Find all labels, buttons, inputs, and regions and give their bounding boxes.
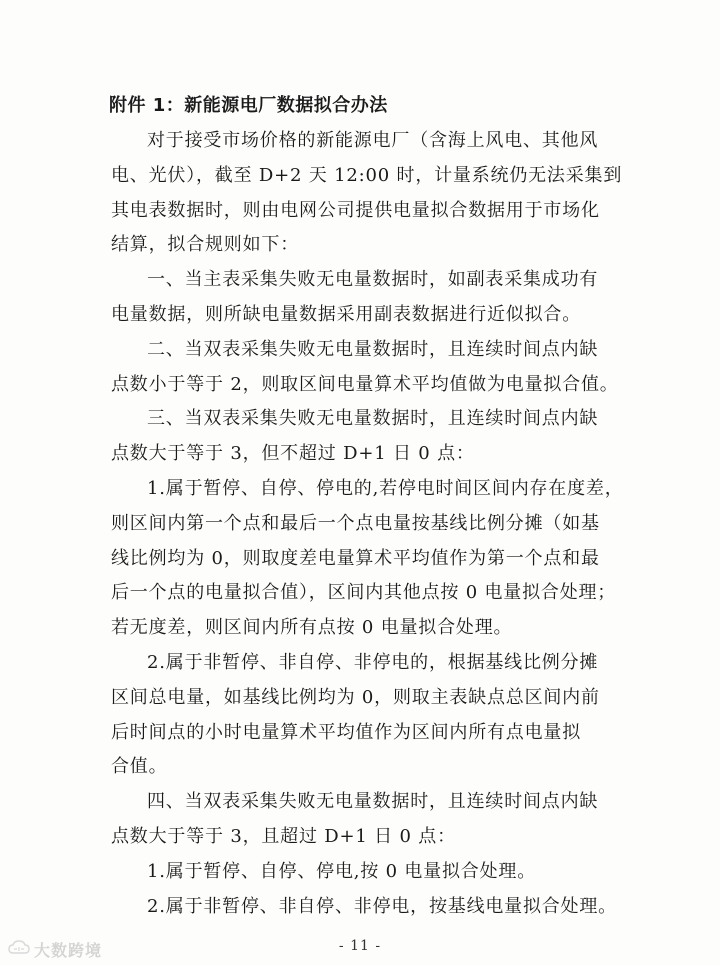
text-line: 电、光伏），截至 D+2 天 12:00 时，计量系统仍无法采集到 [111, 164, 623, 186]
text-line: 若无度差，则区间内所有点按 0 电量拟合处理。 [111, 617, 513, 639]
text-line: 后时间点的小时电量算术平均值作为区间内所有点电量拟 [111, 721, 581, 743]
paragraph-rule-4-item-1 [111, 855, 611, 890]
paragraph-rule-3-item-1 [111, 472, 624, 646]
text-line: 区间总电量，如基线比例均为 0，则取主表缺点总区间内前 [111, 686, 600, 708]
text-line: 其电表数据时，则由电网公司提供电量拟合数据用于市场化 [111, 199, 600, 221]
watermark-text: 大数跨境 [34, 941, 103, 960]
text-line: 1.属于暂停、自停、停电,按 0 电量拟合处理。 [147, 860, 536, 882]
document-body [109, 88, 624, 924]
text-line: 后一个点的电量拟合值），区间内其他点按 0 电量拟合处理； [111, 582, 617, 604]
text-line: 对于接受市场价格的新能源电厂（含海上风电、其他风 [147, 130, 599, 151]
text-line: 2.属于非暂停、非自停、非停电的，根据基线比例分摊 [147, 651, 599, 673]
paragraph-rule-4 [111, 785, 611, 855]
paragraph-rule-3 [111, 402, 611, 472]
text-line: 点数大于等于 3，但不超过 D+1 日 0 点： [111, 443, 475, 465]
text-line: 四、当双表采集失败无电量数据时，且连续时间点内缺 [147, 791, 599, 813]
text-line: 一、当主表采集失败无电量数据时，如副表采集成功有 [147, 269, 599, 291]
text-line: 结算，拟合规则如下： [111, 234, 299, 256]
paragraph-rule-1 [111, 263, 611, 333]
text-line: 电量数据，则所缺电量数据采用副表数据进行近似拟合。 [111, 303, 581, 325]
text-line: 线比例均为 0，则取度差电量算术平均值作为第一个点和最 [111, 547, 600, 569]
paragraph-rule-4-item-2 [111, 890, 617, 925]
paragraph-intro [111, 124, 623, 263]
text-line: 点数小于等于 2，则取区间电量算术平均值做为电量拟合值。 [111, 373, 619, 395]
paragraph-rule-2 [111, 333, 619, 403]
text-line: 则区间内第一个点和最后一个点电量按基线比例分摊（如基 [111, 512, 600, 534]
page-number: - 11 - [338, 938, 382, 954]
text-line: 2.属于非暂停、非自停、非停电，按基线电量拟合处理。 [147, 895, 617, 917]
document-title: 附件 1：新能源电厂数据拟合办法 [109, 95, 388, 116]
text-line: 二、当双表采集失败无电量数据时，且连续时间点内缺 [147, 338, 599, 360]
paragraph-rule-3-item-2 [111, 646, 611, 785]
text-line: 点数大于等于 3，且超过 D+1 日 0 点： [111, 825, 456, 847]
text-line: 三、当双表采集失败无电量数据时，且连续时间点内缺 [147, 408, 599, 430]
text-line: 合值。 [111, 756, 168, 778]
text-line: 1.属于暂停、自停、停电的,若停电时间区间内存在度差， [147, 477, 624, 499]
